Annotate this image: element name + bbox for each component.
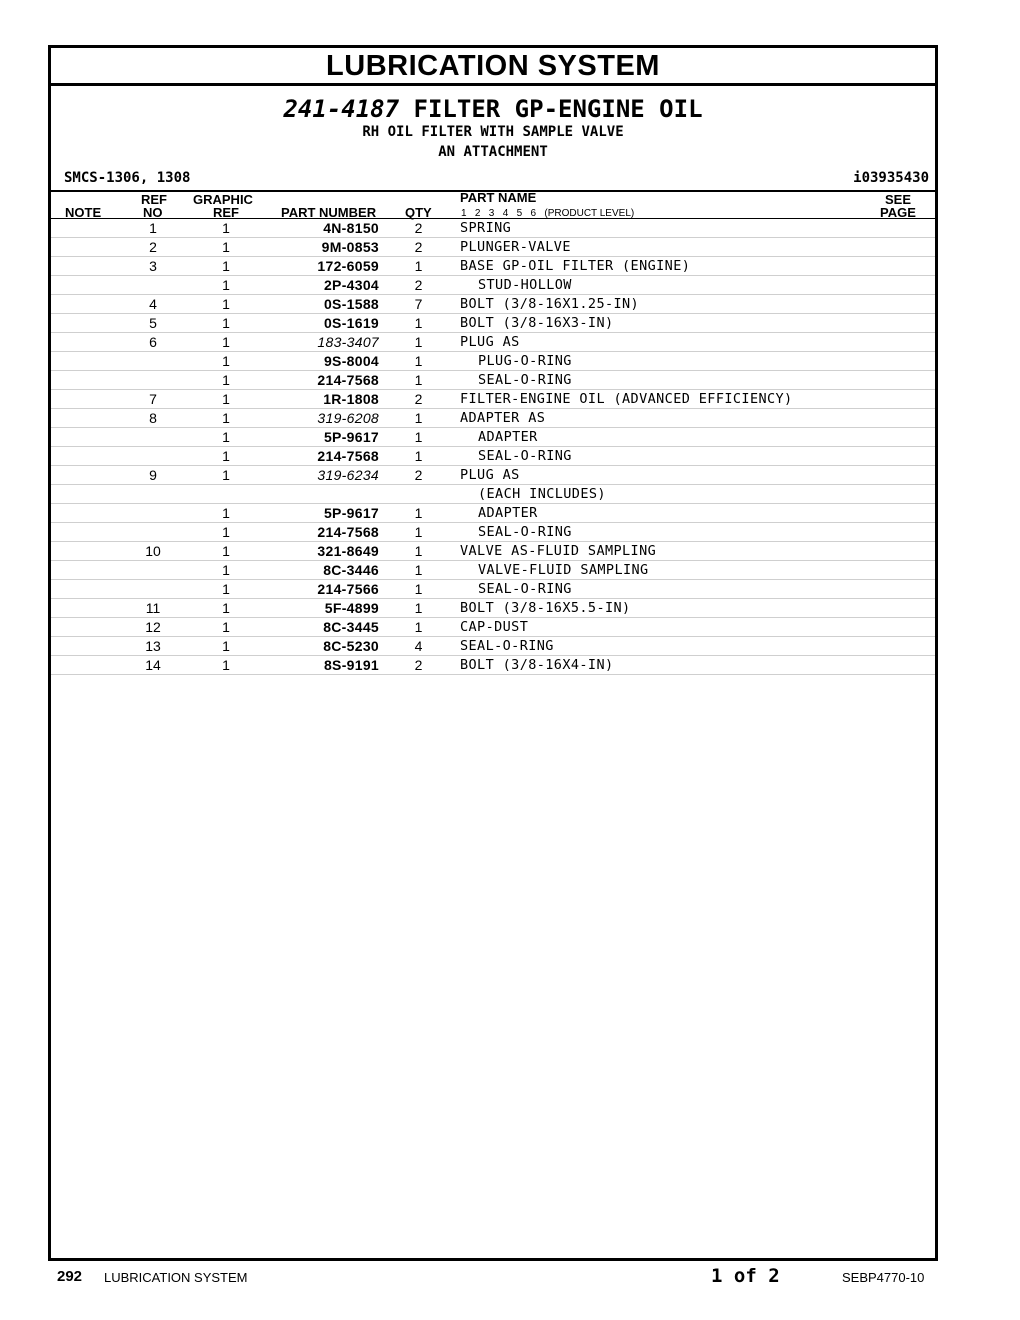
ref-no: 6 — [149, 334, 157, 350]
qty: 1 — [414, 543, 423, 559]
table-row — [51, 219, 935, 238]
col-part-name: PART NAME — [460, 190, 537, 205]
table-row — [51, 542, 935, 561]
illustration-id: i03935430 — [853, 170, 929, 186]
qty: 1 — [414, 353, 423, 369]
ref-no: 14 — [145, 657, 161, 673]
part-name: VALVE-FLUID SAMPLING — [478, 562, 649, 578]
part-name: SEAL-O-RING — [478, 524, 572, 540]
part-number[interactable]: 8C-3445 — [323, 619, 379, 635]
table-row — [51, 428, 935, 447]
qty: 2 — [414, 239, 423, 255]
table-row — [51, 257, 935, 276]
table-row — [51, 295, 935, 314]
part-name: VALVE AS-FLUID SAMPLING — [460, 543, 657, 559]
footer-document-id: SEBP4770-10 — [842, 1270, 925, 1285]
ref-no: 10 — [145, 543, 161, 559]
parts-list — [51, 219, 935, 675]
col-qty: QTY — [405, 205, 432, 220]
group-subtitle-2: AN ATTACHMENT — [438, 144, 548, 160]
table-row — [51, 409, 935, 428]
graphic-ref: 1 — [222, 467, 230, 483]
ref-no: 7 — [149, 391, 157, 407]
ref-no: 5 — [149, 315, 157, 331]
part-number[interactable]: 214-7568 — [317, 524, 379, 540]
part-number[interactable]: 321-8649 — [317, 543, 379, 559]
col-graphic-top: GRAPHIC — [193, 192, 253, 207]
qty: 1 — [414, 448, 423, 464]
col-see-top: SEE — [885, 192, 912, 207]
qty: 1 — [414, 581, 423, 597]
graphic-ref: 1 — [222, 277, 230, 293]
part-name: BOLT (3/8-16X4-IN) — [460, 657, 614, 673]
graphic-ref: 1 — [222, 353, 230, 369]
part-name: FILTER-ENGINE OIL (ADVANCED EFFICIENCY) — [460, 391, 793, 407]
qty: 1 — [414, 315, 423, 331]
part-number[interactable]: 1R-1808 — [323, 391, 379, 407]
graphic-ref: 1 — [222, 334, 230, 350]
qty: 1 — [414, 619, 423, 635]
part-number[interactable]: 214-7568 — [317, 372, 379, 388]
section-title: LUBRICATION SYSTEM — [51, 48, 935, 86]
part-name: BOLT (3/8-16X5.5-IN) — [460, 600, 631, 616]
ref-no: 4 — [149, 296, 157, 312]
part-name: SEAL-O-RING — [478, 581, 572, 597]
group-title — [51, 96, 935, 122]
ref-no: 9 — [149, 467, 157, 483]
part-name: SEAL-O-RING — [460, 638, 554, 654]
qty: 2 — [414, 220, 423, 236]
qty: 1 — [414, 410, 423, 426]
column-header — [51, 190, 935, 219]
group-part-number[interactable]: 241-4187 — [283, 95, 400, 123]
part-name: BOLT (3/8-16X3-IN) — [460, 315, 614, 331]
table-row — [51, 466, 935, 485]
table-row — [51, 390, 935, 409]
ref-no: 2 — [149, 239, 157, 255]
table-row — [51, 599, 935, 618]
footer-page-of: 1 of 2 — [711, 1265, 780, 1287]
part-number[interactable]: 4N-8150 — [323, 220, 379, 236]
table-row — [51, 656, 935, 675]
part-number[interactable]: 5F-4899 — [324, 600, 379, 616]
part-name: CAP-DUST — [460, 619, 529, 635]
table-row — [51, 314, 935, 333]
table-row — [51, 447, 935, 466]
ref-no: 3 — [149, 258, 157, 274]
table-row — [51, 618, 935, 637]
part-number[interactable]: 0S-1619 — [323, 315, 379, 331]
ref-no: 1 — [149, 220, 157, 236]
col-part-number: PART NUMBER — [281, 205, 377, 220]
graphic-ref: 1 — [222, 220, 230, 236]
col-see-bottom: PAGE — [880, 205, 916, 220]
graphic-ref: 1 — [222, 410, 230, 426]
part-name: PLUNGER-VALVE — [460, 239, 571, 255]
qty: 1 — [414, 258, 423, 274]
group-heading — [51, 96, 935, 162]
col-graphic-bottom: REF — [213, 205, 239, 220]
graphic-ref: 1 — [222, 619, 230, 635]
part-name: PLUG AS — [460, 334, 520, 350]
part-number[interactable]: 172-6059 — [317, 258, 379, 274]
part-name: ADAPTER AS — [460, 410, 546, 426]
part-number[interactable]: 8C-5230 — [323, 638, 379, 654]
qty: 1 — [414, 372, 423, 388]
part-name: PLUG AS — [460, 467, 520, 483]
graphic-ref: 1 — [222, 543, 230, 559]
footer-section: LUBRICATION SYSTEM — [104, 1270, 248, 1285]
qty: 2 — [414, 657, 423, 673]
part-number[interactable]: 319-6234 — [317, 467, 379, 483]
table-row — [51, 561, 935, 580]
ref-no: 13 — [145, 638, 161, 654]
graphic-ref: 1 — [222, 429, 230, 445]
qty: 2 — [414, 277, 423, 293]
table-row — [51, 276, 935, 295]
qty: 2 — [414, 467, 423, 483]
part-number[interactable]: 9M-0853 — [321, 239, 379, 255]
graphic-ref: 1 — [222, 562, 230, 578]
table-row — [51, 333, 935, 352]
graphic-ref: 1 — [222, 391, 230, 407]
part-number[interactable]: 214-7568 — [317, 448, 379, 464]
table-row — [51, 523, 935, 542]
part-name: SEAL-O-RING — [478, 448, 572, 464]
col-ref-bottom: NO — [143, 205, 163, 220]
col-note: NOTE — [65, 205, 102, 220]
part-number[interactable]: 9S-8004 — [323, 353, 379, 369]
part-name: SEAL-O-RING — [478, 372, 572, 388]
part-number[interactable]: 5P-9617 — [323, 505, 379, 521]
col-ref-top: REF — [141, 192, 167, 207]
graphic-ref: 1 — [222, 581, 230, 597]
graphic-ref: 1 — [222, 258, 230, 274]
graphic-ref: 1 — [222, 657, 230, 673]
parts-page-frame — [48, 45, 938, 1261]
graphic-ref: 1 — [222, 638, 230, 654]
table-row — [51, 238, 935, 257]
group-subtitle-1: RH OIL FILTER WITH SAMPLE VALVE — [362, 124, 624, 140]
ref-no: 12 — [145, 619, 161, 635]
part-name: SPRING — [460, 220, 512, 236]
meta-line — [51, 168, 935, 190]
part-name: STUD-HOLLOW — [478, 277, 572, 293]
part-number[interactable]: 183-3407 — [317, 334, 379, 350]
table-row — [51, 637, 935, 656]
qty: 1 — [414, 562, 423, 578]
part-name: ADAPTER — [478, 505, 538, 521]
graphic-ref: 1 — [222, 372, 230, 388]
part-number[interactable]: 0S-1588 — [323, 296, 379, 312]
qty: 2 — [414, 391, 423, 407]
part-name: BOLT (3/8-16X1.25-IN) — [460, 296, 640, 312]
table-row — [51, 352, 935, 371]
page-footer — [0, 1262, 1020, 1292]
col-product-levels: 1 2 3 4 5 6 (PRODUCT LEVEL) — [461, 208, 635, 219]
graphic-ref: 1 — [222, 296, 230, 312]
table-row — [51, 485, 935, 504]
graphic-ref: 1 — [222, 505, 230, 521]
footer-page-number: 292 — [57, 1268, 83, 1285]
graphic-ref: 1 — [222, 524, 230, 540]
qty: 1 — [414, 505, 423, 521]
part-name: ADAPTER — [478, 429, 538, 445]
qty: 1 — [414, 524, 423, 540]
table-row — [51, 580, 935, 599]
graphic-ref: 1 — [222, 600, 230, 616]
part-number[interactable]: 5P-9617 — [323, 429, 379, 445]
qty: 4 — [414, 638, 423, 654]
part-number[interactable]: 8C-3446 — [323, 562, 379, 578]
graphic-ref: 1 — [222, 448, 230, 464]
part-number[interactable]: 319-6208 — [317, 410, 379, 426]
qty: 7 — [414, 296, 423, 312]
qty: 1 — [414, 600, 423, 616]
qty: 1 — [414, 429, 423, 445]
ref-no: 8 — [149, 410, 157, 426]
table-row — [51, 504, 935, 523]
part-name: BASE GP-OIL FILTER (ENGINE) — [460, 258, 691, 274]
part-name: (EACH INCLUDES) — [478, 486, 606, 502]
smcs-codes: SMCS-1306, 1308 — [64, 170, 191, 186]
part-number[interactable]: 214-7566 — [317, 581, 379, 597]
table-row — [51, 371, 935, 390]
ref-no: 11 — [145, 600, 161, 616]
graphic-ref: 1 — [222, 239, 230, 255]
qty: 1 — [414, 334, 423, 350]
group-name: FILTER GP-ENGINE OIL — [413, 95, 703, 123]
part-number[interactable]: 2P-4304 — [323, 277, 379, 293]
part-number[interactable]: 8S-9191 — [323, 657, 379, 673]
graphic-ref: 1 — [222, 315, 230, 331]
part-name: PLUG-O-RING — [478, 353, 572, 369]
